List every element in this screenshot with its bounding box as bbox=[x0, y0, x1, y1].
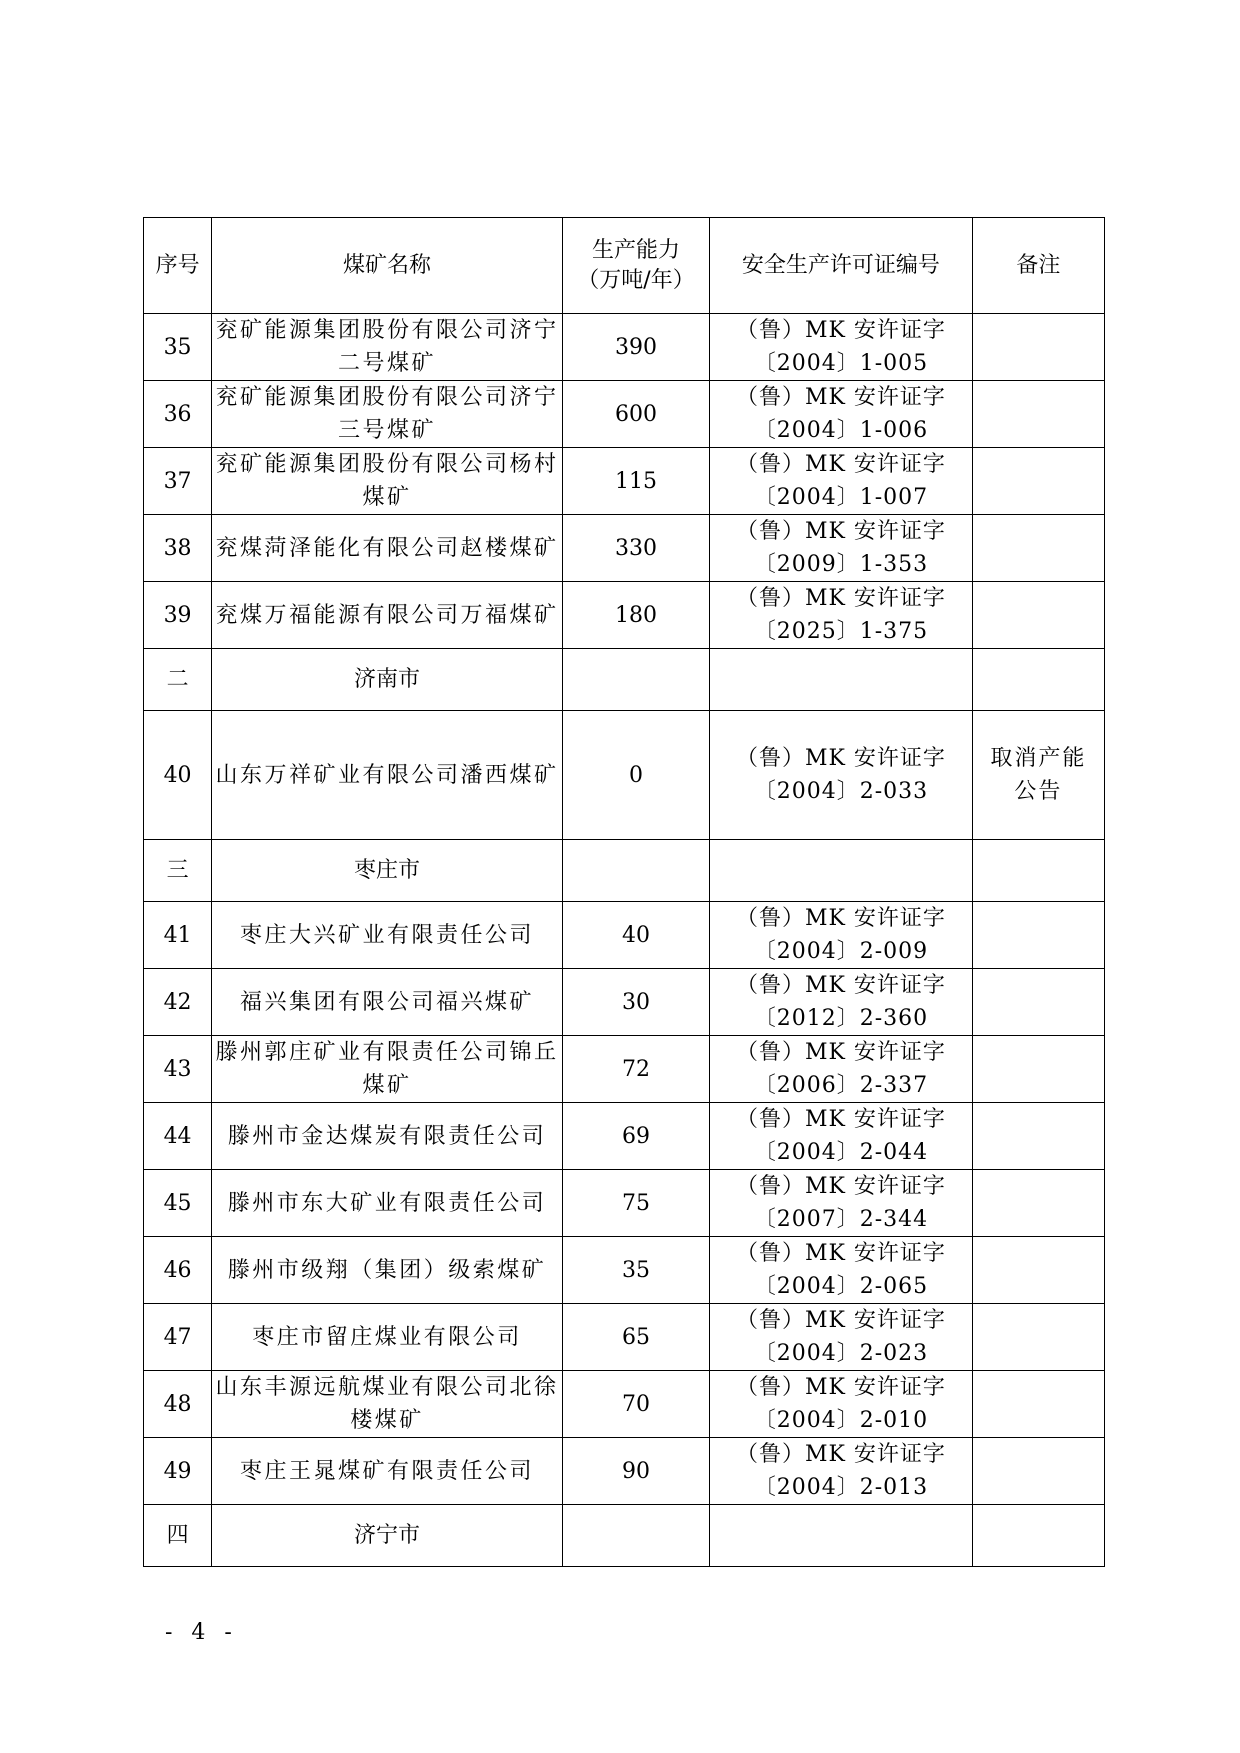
capacity-value: 70 bbox=[562, 1371, 709, 1438]
capacity-value: 65 bbox=[562, 1304, 709, 1371]
license-number bbox=[710, 969, 973, 1036]
empty-cell bbox=[562, 649, 709, 711]
license-number bbox=[710, 448, 973, 515]
row-number: 48 bbox=[144, 1371, 212, 1438]
capacity-value: 115 bbox=[562, 448, 709, 515]
table-row bbox=[144, 711, 1105, 840]
section-city: 济宁市 bbox=[212, 1505, 563, 1567]
row-number: 35 bbox=[144, 314, 212, 381]
section-number: 二 bbox=[144, 649, 212, 711]
table-body bbox=[144, 218, 1105, 1567]
license-line1: （鲁）MK 安许证字 bbox=[735, 973, 946, 998]
license-line2: 〔2009〕1-353 bbox=[753, 552, 929, 577]
license-line1: （鲁）MK 安许证字 bbox=[735, 452, 946, 477]
note-cell bbox=[972, 1103, 1104, 1170]
note-cell bbox=[972, 1371, 1104, 1438]
table-row bbox=[144, 1371, 1105, 1438]
mine-name: 兖煤菏泽能化有限公司赵楼煤矿 bbox=[212, 515, 563, 582]
note-cell bbox=[972, 969, 1104, 1036]
table-row bbox=[144, 902, 1105, 969]
note-cell bbox=[972, 1036, 1104, 1103]
capacity-value: 180 bbox=[562, 582, 709, 649]
license-number bbox=[710, 1237, 973, 1304]
table-row bbox=[144, 1103, 1105, 1170]
header-name: 煤矿名称 bbox=[212, 218, 563, 314]
header-row bbox=[144, 218, 1105, 314]
note-cell bbox=[972, 1237, 1104, 1304]
license-number bbox=[710, 582, 973, 649]
mine-name: 山东万祥矿业有限公司潘西煤矿 bbox=[212, 711, 563, 840]
row-number: 44 bbox=[144, 1103, 212, 1170]
table-row bbox=[144, 969, 1105, 1036]
note-cell bbox=[972, 381, 1104, 448]
license-number bbox=[710, 902, 973, 969]
note-cell bbox=[972, 448, 1104, 515]
header-num: 序号 bbox=[144, 218, 212, 314]
mine-name: 兖煤万福能源有限公司万福煤矿 bbox=[212, 582, 563, 649]
row-number: 49 bbox=[144, 1438, 212, 1505]
row-number: 37 bbox=[144, 448, 212, 515]
license-line1: （鲁）MK 安许证字 bbox=[735, 1174, 946, 1199]
table-row bbox=[144, 1438, 1105, 1505]
row-number: 40 bbox=[144, 711, 212, 840]
coal-mine-table bbox=[143, 217, 1105, 1567]
capacity-value: 72 bbox=[562, 1036, 709, 1103]
capacity-value: 330 bbox=[562, 515, 709, 582]
capacity-value: 40 bbox=[562, 902, 709, 969]
mine-name: 福兴集团有限公司福兴煤矿 bbox=[212, 969, 563, 1036]
license-line1: （鲁）MK 安许证字 bbox=[735, 1241, 946, 1266]
license-line1: （鲁）MK 安许证字 bbox=[735, 906, 946, 931]
license-number bbox=[710, 1438, 973, 1505]
row-number: 46 bbox=[144, 1237, 212, 1304]
license-number bbox=[710, 1170, 973, 1237]
row-number: 43 bbox=[144, 1036, 212, 1103]
license-line2: 〔2004〕2-010 bbox=[753, 1408, 929, 1433]
note-cell bbox=[972, 582, 1104, 649]
row-number: 36 bbox=[144, 381, 212, 448]
empty-cell bbox=[562, 840, 709, 902]
table-row bbox=[144, 582, 1105, 649]
mine-name: 滕州郭庄矿业有限责任公司锦丘煤矿 bbox=[212, 1036, 563, 1103]
table-row bbox=[144, 1237, 1105, 1304]
note-cell bbox=[972, 515, 1104, 582]
license-line1: （鲁）MK 安许证字 bbox=[735, 1375, 946, 1400]
section-row bbox=[144, 1505, 1105, 1567]
section-city: 济南市 bbox=[212, 649, 563, 711]
license-line1: （鲁）MK 安许证字 bbox=[735, 318, 946, 343]
mine-name: 枣庄市留庄煤业有限公司 bbox=[212, 1304, 563, 1371]
license-line1: （鲁）MK 安许证字 bbox=[735, 519, 946, 544]
section-city: 枣庄市 bbox=[212, 840, 563, 902]
license-line2: 〔2004〕2-023 bbox=[753, 1341, 929, 1366]
note-cell bbox=[972, 314, 1104, 381]
mine-name: 兖矿能源集团股份有限公司济宁三号煤矿 bbox=[212, 381, 563, 448]
row-number: 41 bbox=[144, 902, 212, 969]
note-cell bbox=[972, 1304, 1104, 1371]
header-capacity-line2: （万吨/年） bbox=[577, 267, 695, 293]
note-cell bbox=[972, 1438, 1104, 1505]
row-number: 42 bbox=[144, 969, 212, 1036]
mine-name: 山东丰源远航煤业有限公司北徐楼煤矿 bbox=[212, 1371, 563, 1438]
empty-cell bbox=[710, 840, 973, 902]
section-row bbox=[144, 649, 1105, 711]
license-number bbox=[710, 1036, 973, 1103]
row-number: 45 bbox=[144, 1170, 212, 1237]
section-number: 四 bbox=[144, 1505, 212, 1567]
section-row bbox=[144, 840, 1105, 902]
mine-name: 滕州市金达煤炭有限责任公司 bbox=[212, 1103, 563, 1170]
empty-cell bbox=[710, 1505, 973, 1567]
row-number: 39 bbox=[144, 582, 212, 649]
license-line1: （鲁）MK 安许证字 bbox=[735, 1107, 946, 1132]
empty-cell bbox=[710, 649, 973, 711]
license-line2: 〔2006〕2-337 bbox=[753, 1073, 929, 1098]
license-number bbox=[710, 314, 973, 381]
license-line1: （鲁）MK 安许证字 bbox=[735, 586, 946, 611]
license-line2: 〔2004〕2-044 bbox=[753, 1140, 929, 1165]
capacity-value: 69 bbox=[562, 1103, 709, 1170]
license-line2: 〔2004〕2-033 bbox=[753, 779, 929, 804]
license-number bbox=[710, 711, 973, 840]
header-license: 安全生产许可证编号 bbox=[710, 218, 973, 314]
mine-name: 滕州市东大矿业有限责任公司 bbox=[212, 1170, 563, 1237]
license-line1: （鲁）MK 安许证字 bbox=[735, 385, 946, 410]
license-line2: 〔2007〕2-344 bbox=[753, 1207, 929, 1232]
table-row bbox=[144, 1170, 1105, 1237]
license-number bbox=[710, 515, 973, 582]
mine-name: 枣庄王晁煤矿有限责任公司 bbox=[212, 1438, 563, 1505]
empty-cell bbox=[972, 649, 1104, 711]
license-line1: （鲁）MK 安许证字 bbox=[735, 746, 946, 771]
capacity-value: 35 bbox=[562, 1237, 709, 1304]
license-line2: 〔2004〕2-013 bbox=[753, 1475, 929, 1500]
header-capacity bbox=[562, 218, 709, 314]
mine-name: 兖矿能源集团股份有限公司杨村煤矿 bbox=[212, 448, 563, 515]
row-number: 47 bbox=[144, 1304, 212, 1371]
license-line2: 〔2004〕2-009 bbox=[753, 939, 929, 964]
license-line2: 〔2025〕1-375 bbox=[753, 619, 929, 644]
license-line1: （鲁）MK 安许证字 bbox=[735, 1040, 946, 1065]
mine-name: 滕州市级翔（集团）级索煤矿 bbox=[212, 1237, 563, 1304]
row-number: 38 bbox=[144, 515, 212, 582]
note-cell bbox=[972, 1170, 1104, 1237]
table-row bbox=[144, 1304, 1105, 1371]
capacity-value: 390 bbox=[562, 314, 709, 381]
capacity-value: 90 bbox=[562, 1438, 709, 1505]
license-line2: 〔2004〕2-065 bbox=[753, 1274, 929, 1299]
capacity-value: 0 bbox=[562, 711, 709, 840]
note-cell bbox=[972, 711, 1104, 840]
table-row bbox=[144, 381, 1105, 448]
license-number bbox=[710, 1304, 973, 1371]
mine-name: 兖矿能源集团股份有限公司济宁二号煤矿 bbox=[212, 314, 563, 381]
empty-cell bbox=[562, 1505, 709, 1567]
license-number bbox=[710, 1371, 973, 1438]
table-row bbox=[144, 314, 1105, 381]
empty-cell bbox=[972, 840, 1104, 902]
empty-cell bbox=[972, 1505, 1104, 1567]
note-line2: 公告 bbox=[1014, 779, 1063, 804]
page-number: - 4 - bbox=[165, 1620, 238, 1645]
capacity-value: 600 bbox=[562, 381, 709, 448]
license-line2: 〔2004〕1-006 bbox=[753, 418, 929, 443]
license-line2: 〔2012〕2-360 bbox=[753, 1006, 929, 1031]
license-line2: 〔2004〕1-007 bbox=[753, 485, 929, 510]
license-number bbox=[710, 381, 973, 448]
note-line1: 取消产能 bbox=[990, 746, 1087, 771]
license-line1: （鲁）MK 安许证字 bbox=[735, 1308, 946, 1333]
section-number: 三 bbox=[144, 840, 212, 902]
capacity-value: 75 bbox=[562, 1170, 709, 1237]
license-number bbox=[710, 1103, 973, 1170]
license-line1: （鲁）MK 安许证字 bbox=[735, 1442, 946, 1467]
license-line2: 〔2004〕1-005 bbox=[753, 351, 929, 376]
note-cell bbox=[972, 902, 1104, 969]
table-row bbox=[144, 515, 1105, 582]
header-note: 备注 bbox=[972, 218, 1104, 314]
mine-name: 枣庄大兴矿业有限责任公司 bbox=[212, 902, 563, 969]
capacity-value: 30 bbox=[562, 969, 709, 1036]
table-row bbox=[144, 1036, 1105, 1103]
header-capacity-line1: 生产能力 bbox=[592, 237, 681, 263]
table-row bbox=[144, 448, 1105, 515]
